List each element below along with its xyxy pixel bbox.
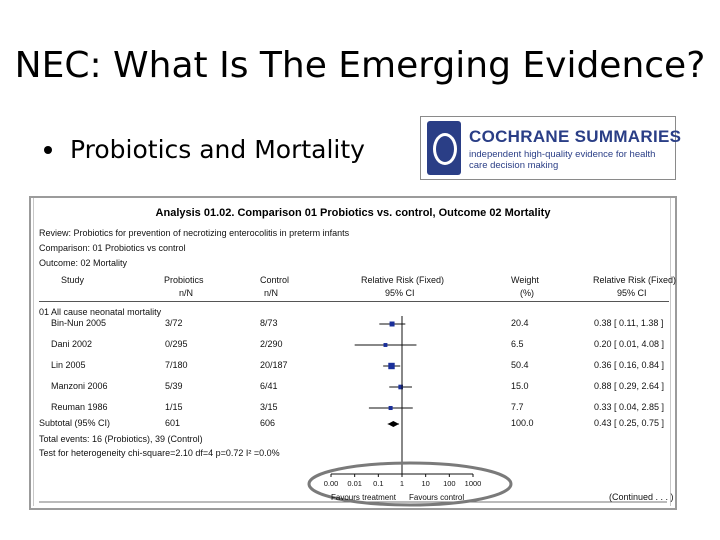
- summary-diamond: [388, 421, 399, 427]
- probiotics-count: 601: [165, 418, 181, 428]
- weight-value: 50.4: [511, 360, 529, 370]
- forest-plot-panel: [29, 196, 677, 510]
- weight-value: 6.5: [511, 339, 524, 349]
- rr-ci-text: 0.88 [ 0.29, 2.64 ]: [594, 381, 665, 391]
- x-tick-label: 1: [399, 479, 405, 488]
- probiotics-count: 3/72: [165, 318, 183, 328]
- probiotics-count: 5/39: [165, 381, 183, 391]
- favours-control-label: Favours control: [409, 493, 465, 502]
- continued-note: (Continued . . . ): [609, 492, 674, 502]
- favours-treatment-label: Favours treatment: [331, 493, 396, 502]
- subtotal-label: Subtotal (95% CI): [39, 418, 111, 428]
- weight-value: 100.0: [511, 418, 534, 428]
- header-rr2: Relative Risk (Fixed): [593, 275, 677, 285]
- header-control: Control: [260, 275, 290, 285]
- outcome-line: Outcome: 02 Mortality: [39, 258, 128, 268]
- header-rr: Relative Risk (Fixed): [361, 275, 445, 285]
- logo-name: COCHRANE SUMMARIES: [469, 127, 682, 146]
- subgroup-label: 01 All cause neonatal mortality: [39, 307, 162, 317]
- x-tick-label: 0.1: [373, 479, 384, 488]
- control-count: 20/187: [260, 360, 288, 370]
- probiotics-count: 7/180: [165, 360, 188, 370]
- rr-ci-text: 0.33 [ 0.04, 2.85 ]: [594, 402, 665, 412]
- study-marker: [389, 406, 393, 410]
- weight-value: 7.7: [511, 402, 524, 412]
- analysis-title: Analysis 01.02. Comparison 01 Probiotics vs. control, Outcome 02 Mortality: [155, 207, 551, 219]
- bullet-dot: [44, 146, 52, 154]
- control-count: 6/41: [260, 381, 278, 391]
- control-count: 606: [260, 418, 276, 428]
- header-study: Study: [61, 275, 85, 285]
- weight-value: 15.0: [511, 381, 529, 391]
- study-name: Dani 2002: [51, 339, 93, 349]
- forest-plot: [31, 198, 675, 508]
- rr-ci-text: 0.36 [ 0.16, 0.84 ]: [594, 360, 665, 370]
- study-name: Reuman 1986: [51, 402, 108, 412]
- probiotics-count: 0/295: [165, 339, 188, 349]
- header-weight-sub: (%): [520, 288, 534, 298]
- study-name: Bin-Nun 2005: [51, 318, 107, 328]
- x-tick-label: 1000: [464, 479, 482, 488]
- x-tick-label: 0.00: [323, 479, 339, 488]
- control-count: 3/15: [260, 402, 278, 412]
- header-probiotics: Probiotics: [164, 275, 204, 285]
- logo-tagline: independent high-quality evidence for health care decision making: [469, 149, 656, 171]
- study-marker: [384, 343, 388, 347]
- control-count: 2/290: [260, 339, 283, 349]
- control-count: 8/73: [260, 318, 278, 328]
- header-rr2-sub: 95% CI: [617, 288, 647, 298]
- x-tick-label: 0.01: [347, 479, 362, 488]
- study-marker: [390, 322, 395, 327]
- header-weight: Weight: [511, 275, 539, 285]
- cochrane-logo: [420, 116, 682, 180]
- bullet-item: [44, 132, 365, 168]
- rr-ci-text: 0.20 [ 0.01, 4.08 ]: [594, 339, 665, 349]
- heterogeneity-test: Test for heterogeneity chi-square=2.10 df=4 p=0.72 I² =0.0%: [39, 448, 280, 458]
- header-control-sub: n/N: [264, 288, 279, 298]
- rr-ci-text: 0.43 [ 0.25, 0.75 ]: [594, 418, 665, 428]
- cochrane-emblem-icon: [427, 121, 461, 175]
- bullet-text: Probiotics and Mortality: [70, 135, 365, 164]
- comparison-line: Comparison: 01 Probiotics vs control: [39, 243, 186, 253]
- x-tick-label: 10: [421, 479, 430, 488]
- study-marker: [388, 363, 394, 369]
- study-name: Manzoni 2006: [51, 381, 108, 391]
- x-tick-label: 100: [443, 479, 456, 488]
- review-line: Review: Probiotics for prevention of necrotizing enterocolitis in preterm infants: [39, 228, 350, 238]
- rr-ci-text: 0.38 [ 0.11, 1.38 ]: [594, 318, 664, 328]
- header-rr-sub: 95% CI: [385, 288, 415, 298]
- header-probiotics-sub: n/N: [179, 288, 194, 298]
- total-events: Total events: 16 (Probiotics), 39 (Control): [39, 434, 203, 444]
- slide-title: NEC: What Is The Emerging Evidence?: [14, 45, 706, 86]
- weight-value: 20.4: [511, 318, 529, 328]
- study-name: Lin 2005: [51, 360, 86, 370]
- probiotics-count: 1/15: [165, 402, 183, 412]
